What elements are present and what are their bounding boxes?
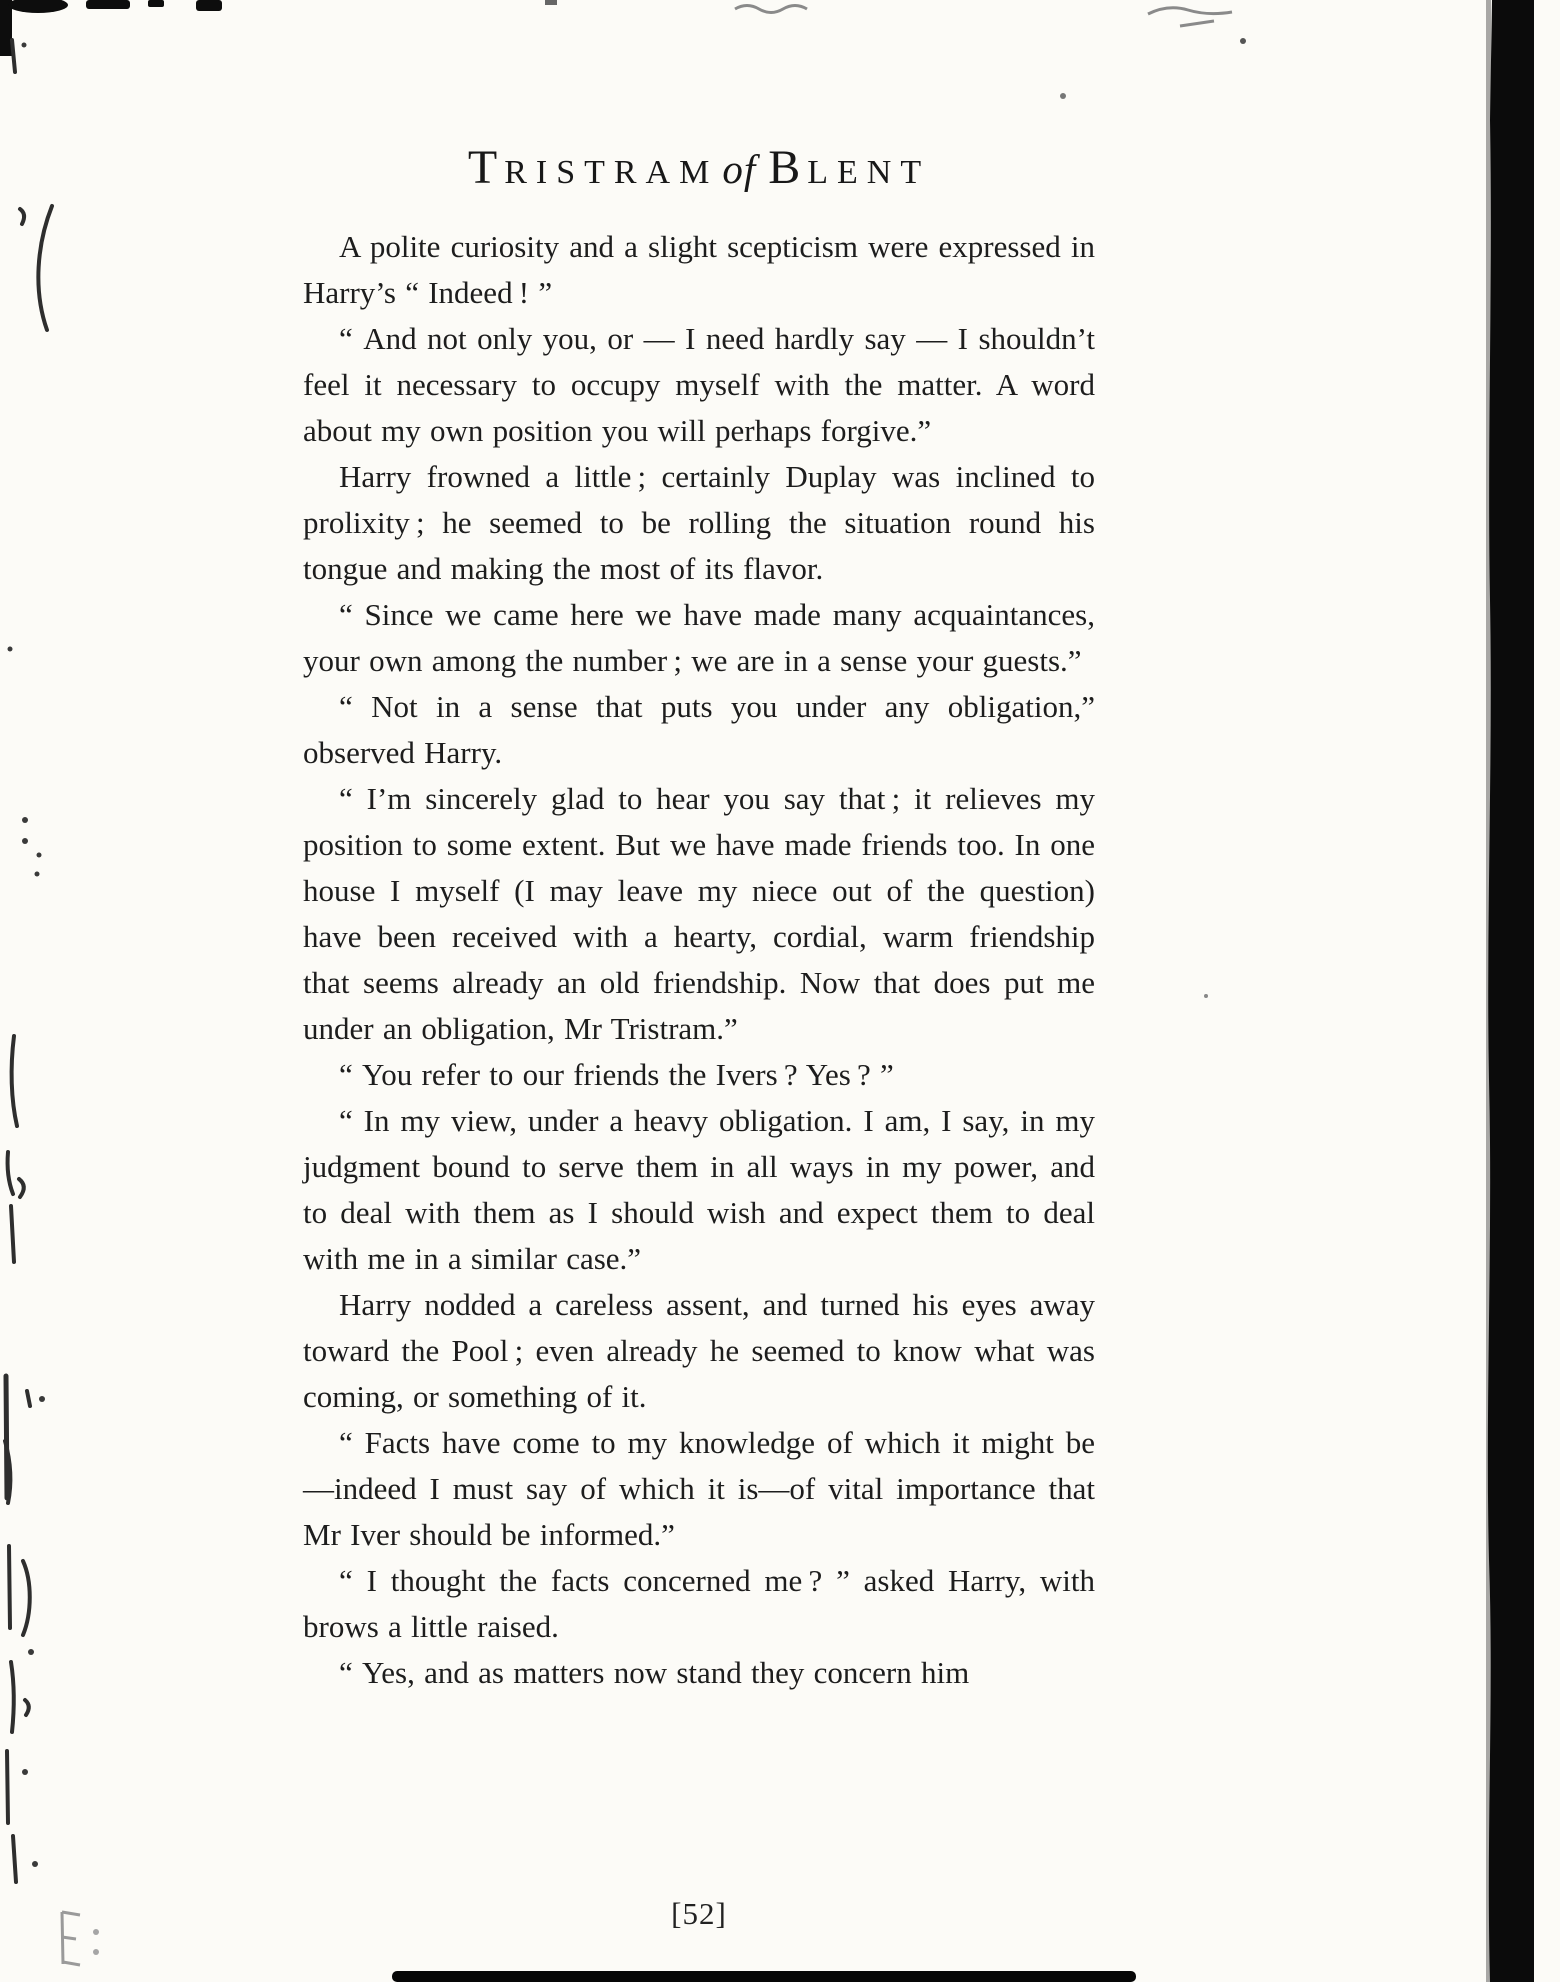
header-connector-of: of: [722, 146, 757, 192]
paragraph: “ In my view, under a heavy obligation. I am, I say, in my judgment bound to serve them in all ways in my power, and to deal with them as I should wish and expect them to deal with me in a similar case.”: [303, 1103, 1095, 1276]
paragraph: “ You refer to our friends the Ivers ? Yes ? ”: [339, 1057, 894, 1092]
paragraph: Harry frowned a little ; certainly Duplay was inclined to prolixity ; he seemed to be rolling the situation round his tongue and making the most of its flavor.: [303, 459, 1095, 586]
paragraph: “ Yes, and as matters now stand they concern him: [339, 1655, 970, 1690]
paragraph: “ Facts have come to my knowledge of which it might be—indeed I must say of which it is—of vital importance that Mr Iver should be informed.”: [303, 1425, 1095, 1552]
header-word-tristram: RISTRAM: [504, 154, 719, 191]
paragraph: “ I’m sincerely glad to hear you say that ; it relieves my position to some extent. But we have made friends too. In one house I myself (I may leave my niece out of the question) have been received with a hearty, cordial, warm friendship that seems already an old friendship. Now that does put me under an obligation, Mr Tristram.”: [303, 781, 1095, 1046]
scan-bar-bottom: [392, 1971, 1136, 1982]
header-word-blent: LENT: [807, 154, 931, 191]
scan-bar-right: [1488, 0, 1534, 1982]
page-number: [52]: [671, 1896, 727, 1931]
top-edge-marks: [0, 0, 557, 56]
header-initial-b: B: [768, 141, 808, 194]
running-header: [303, 140, 1095, 195]
paragraph: Harry nodded a careless assent, and turned his eyes away toward the Pool ; even already he seemed to know what was coming, or something of it.: [303, 1287, 1095, 1414]
page-text: [303, 224, 1095, 1696]
paragraph: “ Since we came here we have made many acquaintances, your own among the number ; we are in a sense your guests.”: [303, 597, 1095, 678]
photocopy-squiggles: [735, 6, 1232, 27]
margin-ink-marks: [5, 40, 52, 1882]
paragraph: “ Not in a sense that puts you under any obligation,” observed Harry.: [303, 689, 1095, 770]
paragraph: “ I thought the facts concerned me ? ” asked Harry, with brows a little raised.: [303, 1563, 1095, 1644]
paragraph: “ And not only you, or — I need hardly say — I shouldn’t feel it necessary to occupy myself with the matter. A word about my own position you will perhaps forgive.”: [303, 321, 1095, 448]
header-initial-t: T: [467, 141, 505, 194]
paragraph: A polite curiosity and a slight scepticism were expressed in Harry’s “ Indeed ! ”: [303, 229, 1095, 310]
bottom-left-pencil-marks: [62, 1912, 80, 1965]
